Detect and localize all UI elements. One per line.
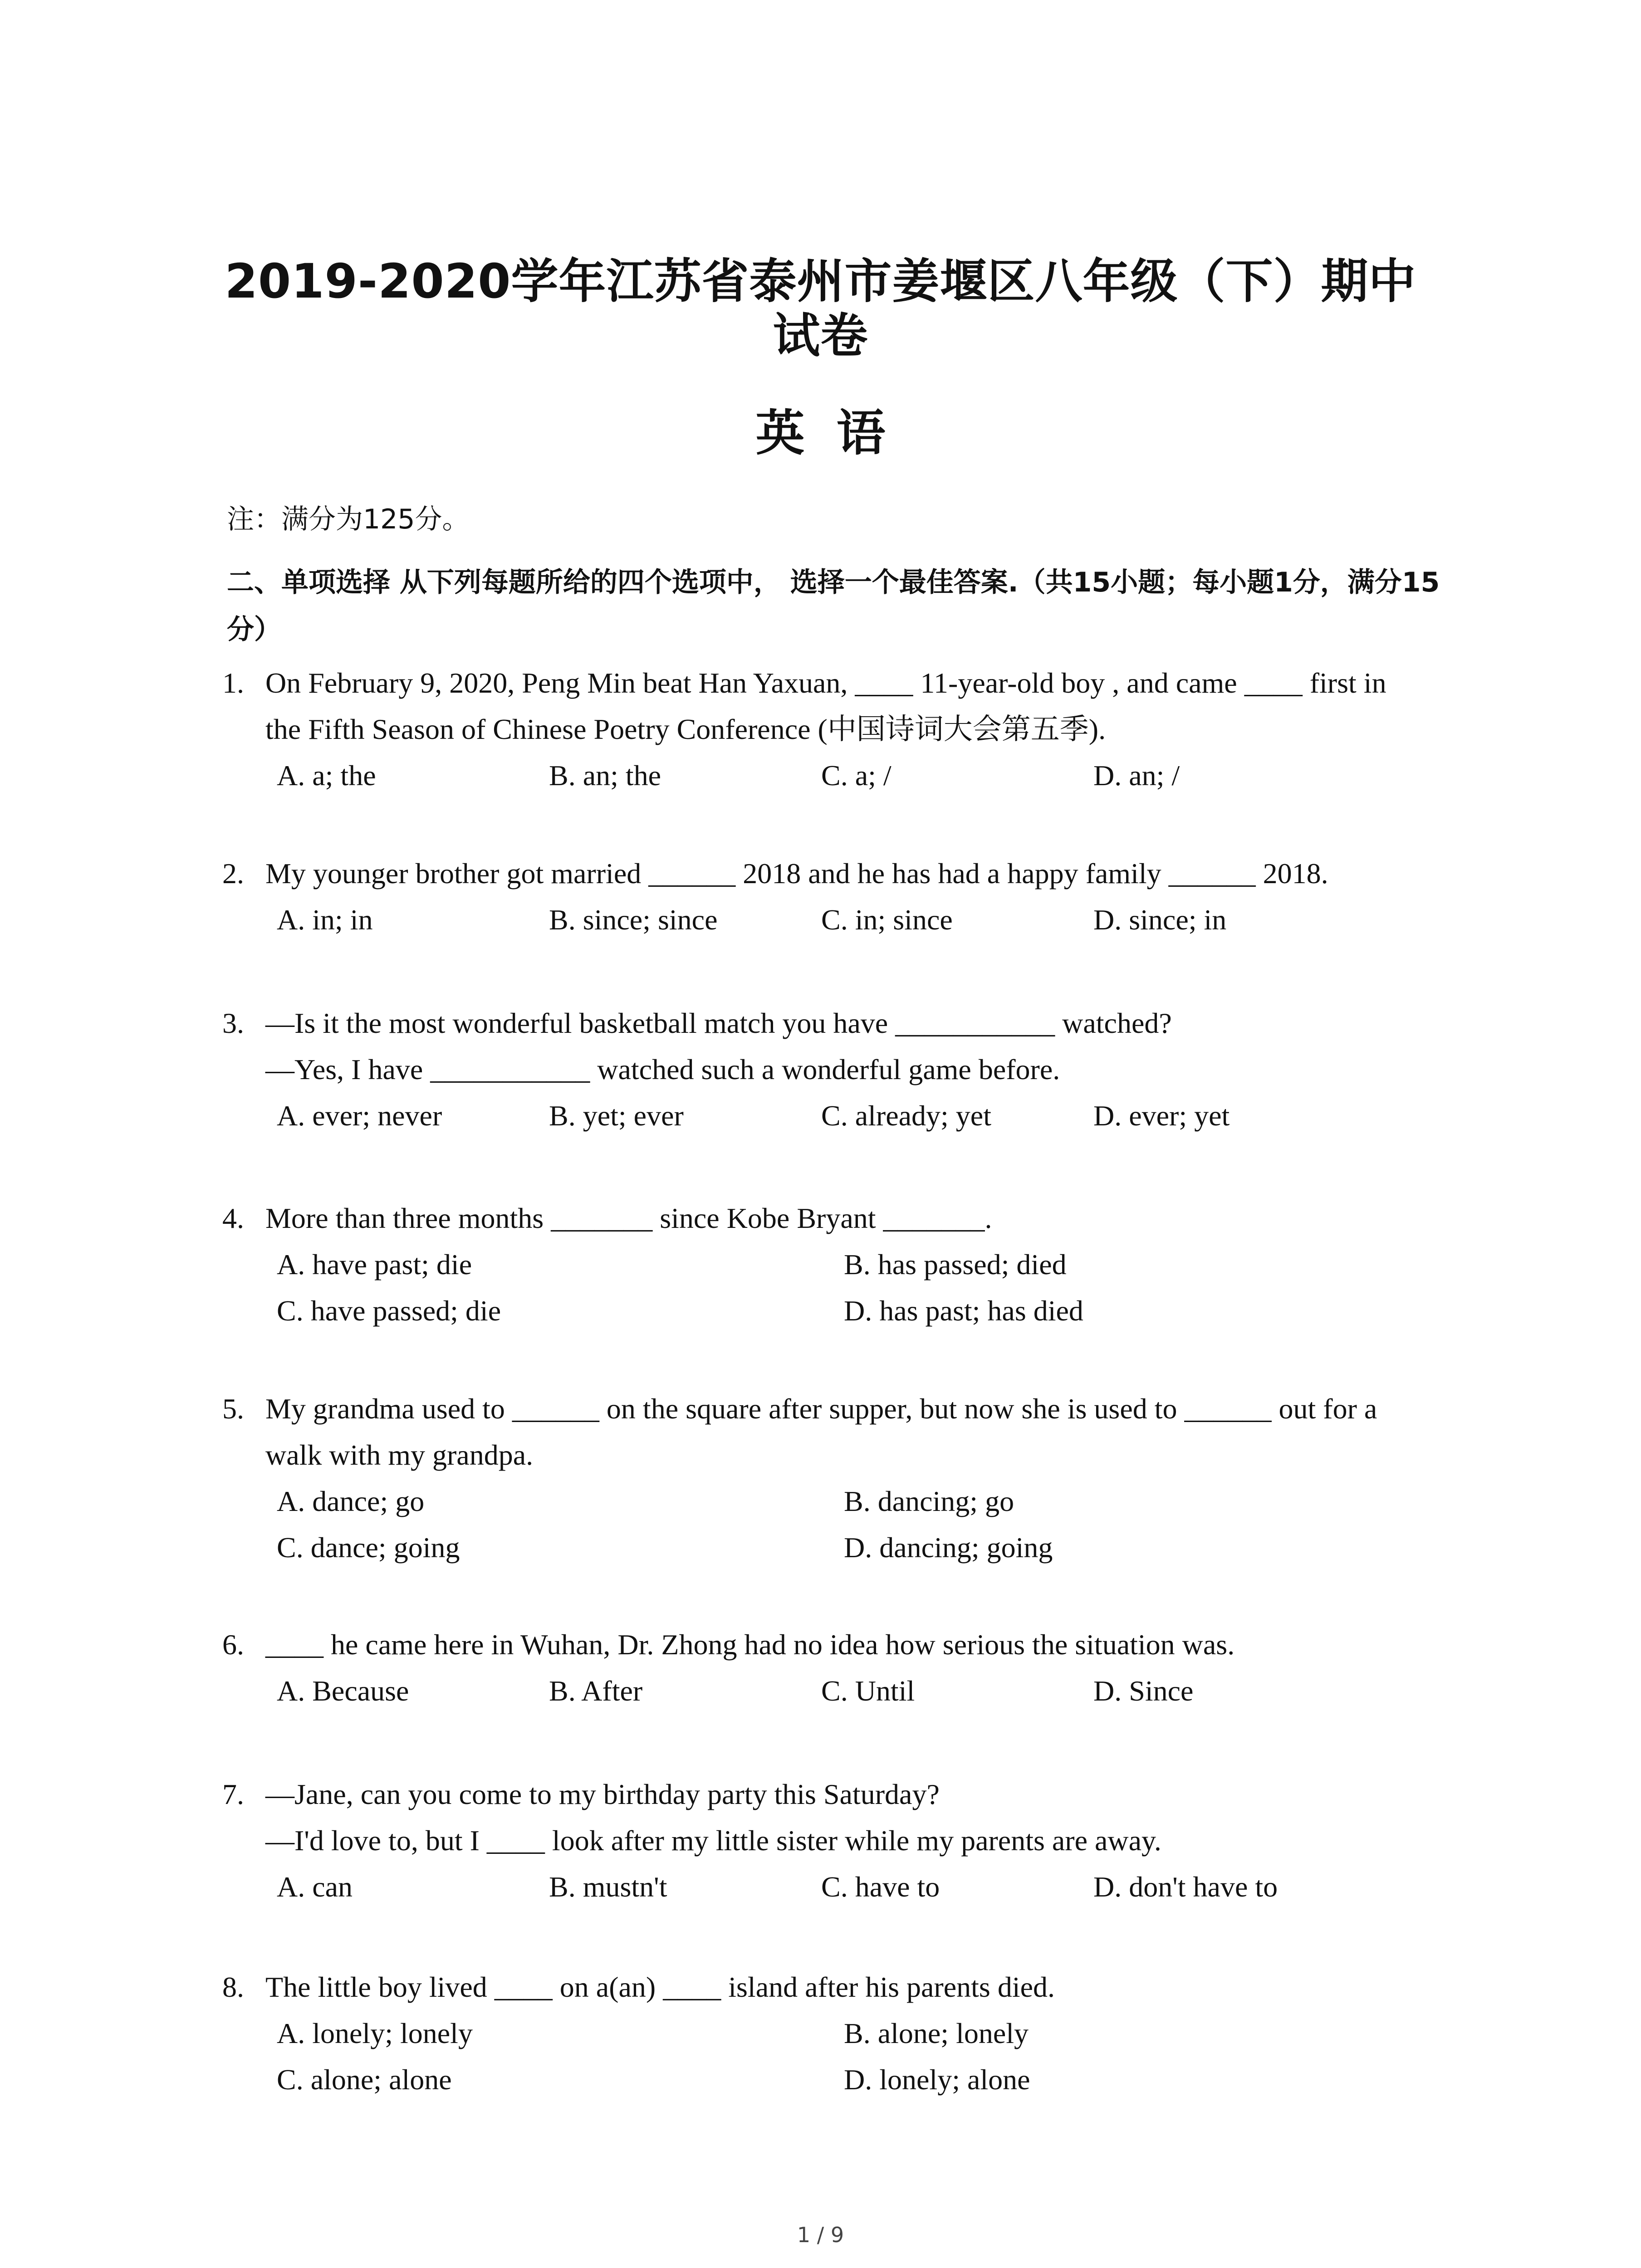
stem-line: —I'd love to, but I ____ look after my little sister while my parents are away.	[265, 1824, 1161, 1857]
option-c: C. in; since	[821, 904, 953, 936]
option-a: A. have past; die	[277, 1248, 472, 1281]
question-stem	[265, 1000, 1474, 1093]
page-number: 1 / 9	[797, 2223, 844, 2247]
question-4	[222, 1195, 1474, 1334]
option-a: A. a; the	[277, 759, 376, 792]
question-number: 7.	[222, 1778, 244, 1810]
question-3	[222, 1000, 1474, 1139]
question-stem	[265, 1195, 1474, 1242]
option-a: A. can	[277, 1871, 353, 1903]
option-d: D. has past; has died	[844, 1295, 1083, 1327]
options-row	[277, 1668, 1474, 1714]
option-c: C. Until	[821, 1675, 915, 1707]
option-b: B. dancing; go	[844, 1485, 1014, 1517]
subject-heading: 英语	[755, 405, 917, 462]
option-a: A. dance; go	[277, 1485, 425, 1517]
stem-line: My grandma used to ______ on the square after supper, but now she is used to ______ out for a	[265, 1393, 1377, 1425]
question-number: 1.	[222, 667, 244, 699]
stem-line: walk with my grandpa.	[265, 1439, 534, 1471]
question-stem	[265, 1964, 1474, 2010]
options-row	[277, 897, 1474, 943]
stem-line: The little boy lived ____ on a(an) ____ island after his parents died.	[265, 1971, 1055, 2003]
question-stem	[265, 660, 1474, 753]
question-8	[222, 1964, 1474, 2103]
option-b: B. has passed; died	[844, 1248, 1067, 1281]
question-number: 4.	[222, 1202, 244, 1234]
stem-line: —Jane, can you come to my birthday party this Saturday?	[265, 1778, 940, 1810]
option-d: D. Since	[1093, 1675, 1194, 1707]
options-row	[277, 1478, 1474, 1525]
question-7	[222, 1771, 1474, 1910]
options-row	[277, 2010, 1474, 2057]
question-stem	[265, 1386, 1474, 1478]
stem-line: the Fifth Season of Chinese Poetry Conference (中国诗词大会第五季).	[265, 713, 1106, 745]
option-b: B. since; since	[549, 904, 718, 936]
option-c: C. a; /	[821, 759, 892, 792]
option-a: A. Because	[277, 1675, 409, 1707]
stem-line: More than three months _______ since Kobe Bryant _______.	[265, 1202, 992, 1234]
question-number: 6.	[222, 1628, 244, 1661]
option-b: B. After	[549, 1675, 643, 1707]
option-a: A. lonely; lonely	[277, 2017, 473, 2049]
stem-line: On February 9, 2020, Peng Min beat Han Yaxuan, ____ 11-year-old boy , and came ____ first in	[265, 667, 1386, 699]
option-c: C. have to	[821, 1871, 940, 1903]
option-d: D. since; in	[1093, 904, 1227, 936]
question-stem	[265, 1771, 1474, 1864]
option-b: B. an; the	[549, 759, 661, 792]
options-row	[277, 1525, 1474, 1571]
option-d: D. ever; yet	[1093, 1100, 1230, 1132]
exam-title-line2: 试卷	[773, 308, 868, 363]
score-note: 注：满分为125分。	[227, 503, 470, 535]
options-row	[277, 1242, 1474, 1288]
options-row	[277, 2057, 1474, 2103]
option-b: B. mustn't	[549, 1871, 667, 1903]
option-d: D. an; /	[1093, 759, 1180, 792]
options-row	[277, 1864, 1474, 1910]
option-d: D. don't have to	[1093, 1871, 1278, 1903]
question-6	[222, 1622, 1474, 1714]
question-5	[222, 1386, 1474, 1571]
question-number: 3.	[222, 1007, 244, 1039]
option-a: A. ever; never	[277, 1100, 442, 1132]
option-b: B. alone; lonely	[844, 2017, 1029, 2049]
question-stem	[265, 850, 1474, 897]
option-c: C. already; yet	[821, 1100, 991, 1132]
stem-line: My younger brother got married ______ 2018 and he has had a happy family ______ 2018.	[265, 857, 1328, 890]
question-stem	[265, 1622, 1474, 1668]
exam-title-line1: 2019-2020学年江苏省泰州市姜堰区八年级（下）期中	[225, 254, 1416, 309]
option-c: C. dance; going	[277, 1531, 460, 1564]
question-2	[222, 850, 1474, 943]
options-row	[277, 1288, 1474, 1334]
question-number: 5.	[222, 1393, 244, 1425]
option-b: B. yet; ever	[549, 1100, 684, 1132]
section-heading: 二、单项选择 从下列每题所给的四个选项中， 选择一个最佳答案.（共15小题；每小题1分，满分15分）	[227, 567, 1440, 645]
option-c: C. have passed; die	[277, 1295, 501, 1327]
option-d: D. dancing; going	[844, 1531, 1053, 1564]
options-row	[277, 1093, 1474, 1139]
stem-line: ____ he came here in Wuhan, Dr. Zhong had no idea how serious the situation was.	[265, 1628, 1235, 1661]
question-number: 2.	[222, 857, 244, 890]
option-d: D. lonely; alone	[844, 2063, 1030, 2096]
stem-line: —Yes, I have ___________ watched such a wonderful game before.	[265, 1053, 1060, 1085]
option-a: A. in; in	[277, 904, 373, 936]
options-row	[277, 753, 1474, 799]
question-1	[222, 660, 1474, 799]
option-c: C. alone; alone	[277, 2063, 452, 2096]
question-number: 8.	[222, 1971, 244, 2003]
stem-line: —Is it the most wonderful basketball match you have ___________ watched?	[265, 1007, 1172, 1039]
